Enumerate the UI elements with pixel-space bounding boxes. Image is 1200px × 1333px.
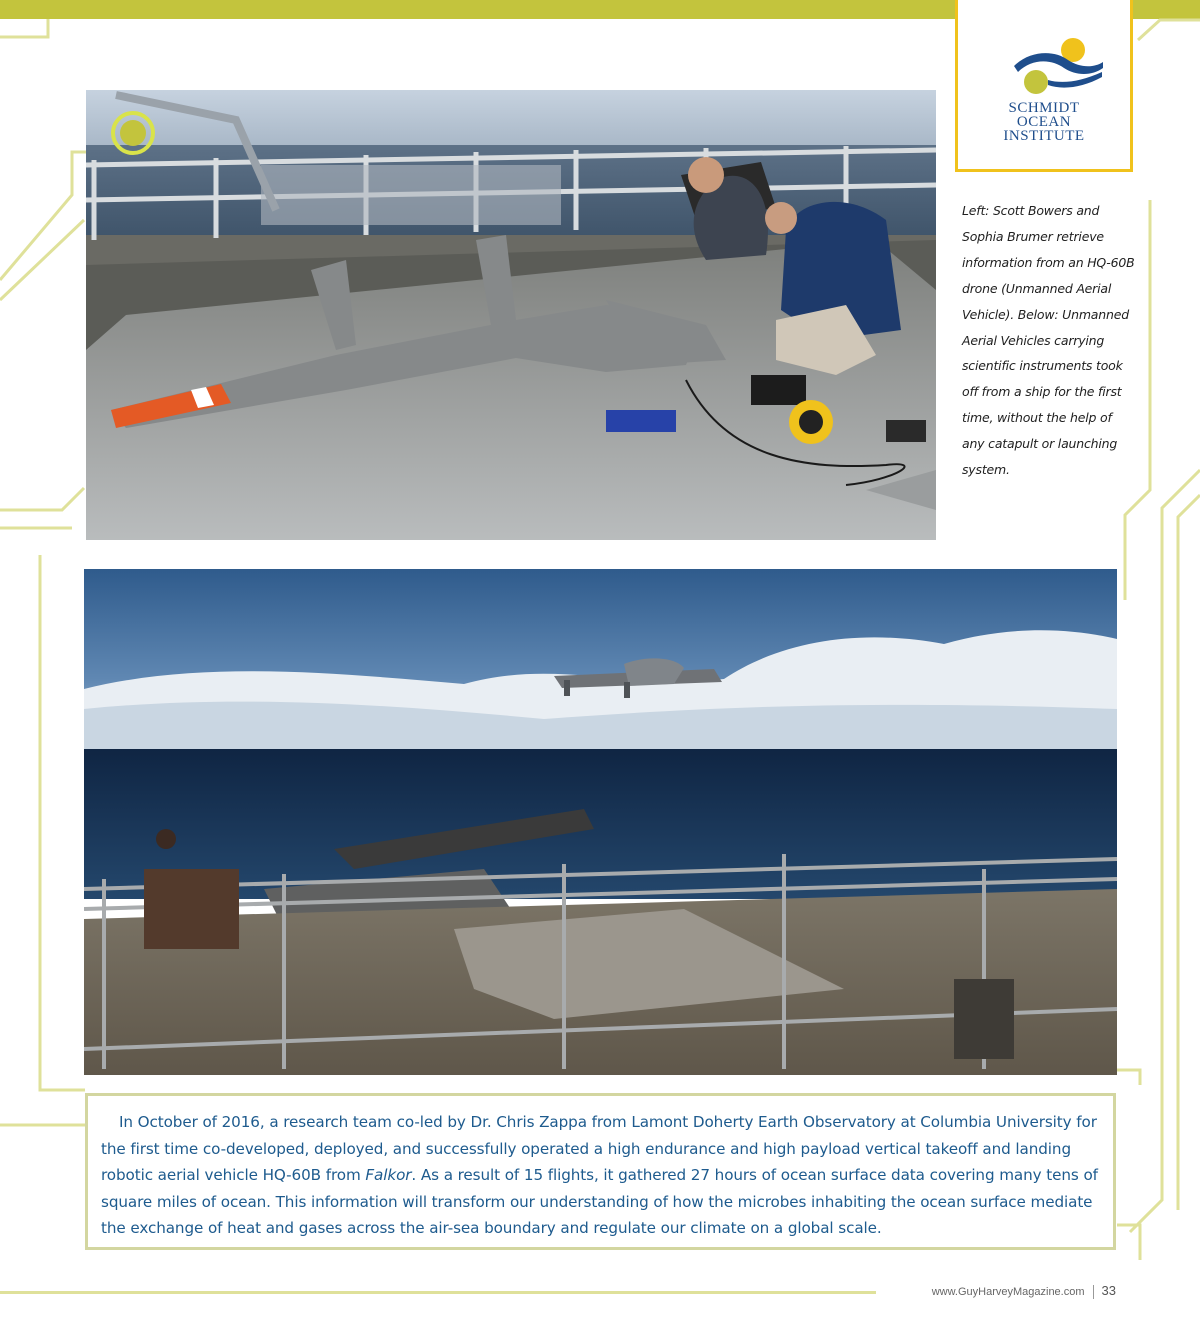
- story-paragraph: [101, 1109, 1099, 1242]
- logo-line-schmidt: SCHMIDT: [1008, 100, 1080, 116]
- footer-rule: [0, 1291, 876, 1294]
- footer-separator: [1093, 1285, 1094, 1299]
- story-text-part1: In October of 2016, a research team co-led by Dr. Chris Zappa from Lamont Doherty Earth Observatory at Columbia University for the first time co-developed, deployed, and successfully operated a high endurance and high payload vertical takeoff and landing robotic aerial vehicle HQ-60B from: [101, 1113, 1097, 1185]
- logo-mark-icon: [1010, 36, 1105, 96]
- schmidt-ocean-institute-logo: [955, 0, 1133, 172]
- magazine-url[interactable]: www.GuyHarveyMagazine.com: [931, 1286, 1085, 1298]
- drone-in-flight-photo: [84, 569, 1117, 1075]
- story-text-box: [85, 1093, 1116, 1250]
- page-number: 33: [1101, 1283, 1116, 1298]
- logo-line-ocean: OCEAN: [1016, 114, 1072, 130]
- ship-name-falkor: Falkor: [365, 1166, 412, 1185]
- photo-caption: Left: Scott Bowers and Sophia Brumer retrieve information from an HQ-60B drone (Unmanned Aerial Vehicle). Below: Unmanned Aerial Vehicles carrying scientific instruments took off from a ship for the first time, without the help of any catapult or launching system.: [962, 203, 1135, 478]
- logo-line-institute: INSTITUTE: [1003, 128, 1085, 144]
- story-text-part2: . As a result of 15 flights, it gathered 27 hours of ocean surface data covering many tens of square miles of ocean. This information will transform our understanding of how the microbes inhabiting the ocean surface mediate the exchange of heat and gases across the air-sea boundary and regulate our climate on a global scale.: [101, 1166, 1098, 1238]
- page-footer: [932, 1283, 1116, 1299]
- drone-on-deck-photo: [86, 90, 936, 540]
